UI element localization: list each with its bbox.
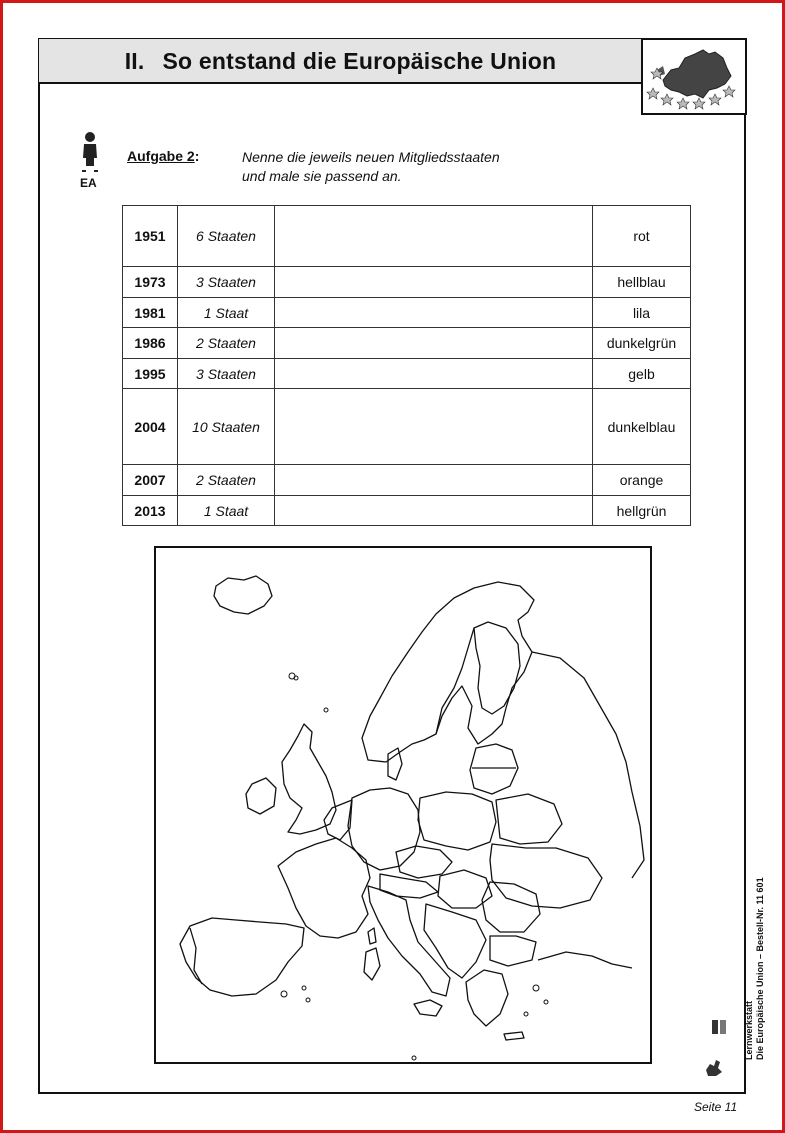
- color-cell: gelb: [593, 359, 691, 389]
- color-cell: hellgrün: [593, 496, 691, 526]
- answer-cell[interactable]: [275, 328, 593, 359]
- chapter-number: II.: [124, 48, 145, 74]
- publisher-sidebar: [744, 877, 766, 1060]
- year-cell: 1973: [123, 267, 178, 298]
- table-row: [123, 389, 691, 465]
- table-row: [123, 328, 691, 359]
- table-row: [123, 298, 691, 328]
- answer-cell[interactable]: [275, 267, 593, 298]
- answer-cell[interactable]: [275, 206, 593, 267]
- table-row: [123, 359, 691, 389]
- membership-table: [122, 205, 691, 526]
- year-cell: 1951: [123, 206, 178, 267]
- answer-cell[interactable]: [275, 389, 593, 465]
- table-row: [123, 267, 691, 298]
- count-cell: 6 Staaten: [178, 206, 275, 267]
- color-cell: rot: [593, 206, 691, 267]
- task-label-text: Aufgabe 2: [127, 148, 195, 164]
- color-cell: lila: [593, 298, 691, 328]
- color-cell: orange: [593, 465, 691, 496]
- europe-map-frame: [154, 546, 652, 1064]
- color-cell: dunkelblau: [593, 389, 691, 465]
- kohl-logo: [700, 1010, 740, 1080]
- table-row: [123, 465, 691, 496]
- task-line-1: Nenne die jeweils neuen Mitgliedsstaaten: [242, 149, 500, 165]
- year-cell: 1995: [123, 359, 178, 389]
- color-cell: hellblau: [593, 267, 691, 298]
- page-number: Seite 11: [694, 1100, 738, 1114]
- eu-map-stars-icon: [641, 38, 747, 115]
- task-instructions: [242, 148, 500, 186]
- task-label-colon: :: [194, 148, 200, 164]
- count-cell: 1 Staat: [178, 298, 275, 328]
- ea-label: EA: [80, 176, 97, 190]
- count-cell: 3 Staaten: [178, 359, 275, 389]
- answer-cell[interactable]: [275, 496, 593, 526]
- count-cell: 1 Staat: [178, 496, 275, 526]
- year-cell: 1986: [123, 328, 178, 359]
- table-row: [123, 206, 691, 267]
- table-row: [123, 496, 691, 526]
- year-cell: 1981: [123, 298, 178, 328]
- year-cell: 2007: [123, 465, 178, 496]
- count-cell: 3 Staaten: [178, 267, 275, 298]
- task-line-2: und male sie passend an.: [242, 168, 402, 184]
- task-label: [127, 148, 199, 164]
- count-cell: 10 Staaten: [178, 389, 275, 465]
- count-cell: 2 Staaten: [178, 328, 275, 359]
- page-title: [39, 39, 642, 84]
- answer-cell[interactable]: [275, 465, 593, 496]
- publisher-line-2: Die Europäische Union – Bestell-Nr. 11 601: [755, 877, 765, 1060]
- count-cell: 2 Staaten: [178, 465, 275, 496]
- year-cell: 2013: [123, 496, 178, 526]
- chapter-title: So entstand die Europäische Union: [162, 48, 557, 74]
- color-cell: dunkelgrün: [593, 328, 691, 359]
- europe-outline-map[interactable]: [156, 548, 650, 1062]
- publisher-line-1: Lernwerkstatt: [744, 1000, 754, 1060]
- year-cell: 2004: [123, 389, 178, 465]
- answer-cell[interactable]: [275, 298, 593, 328]
- answer-cell[interactable]: [275, 359, 593, 389]
